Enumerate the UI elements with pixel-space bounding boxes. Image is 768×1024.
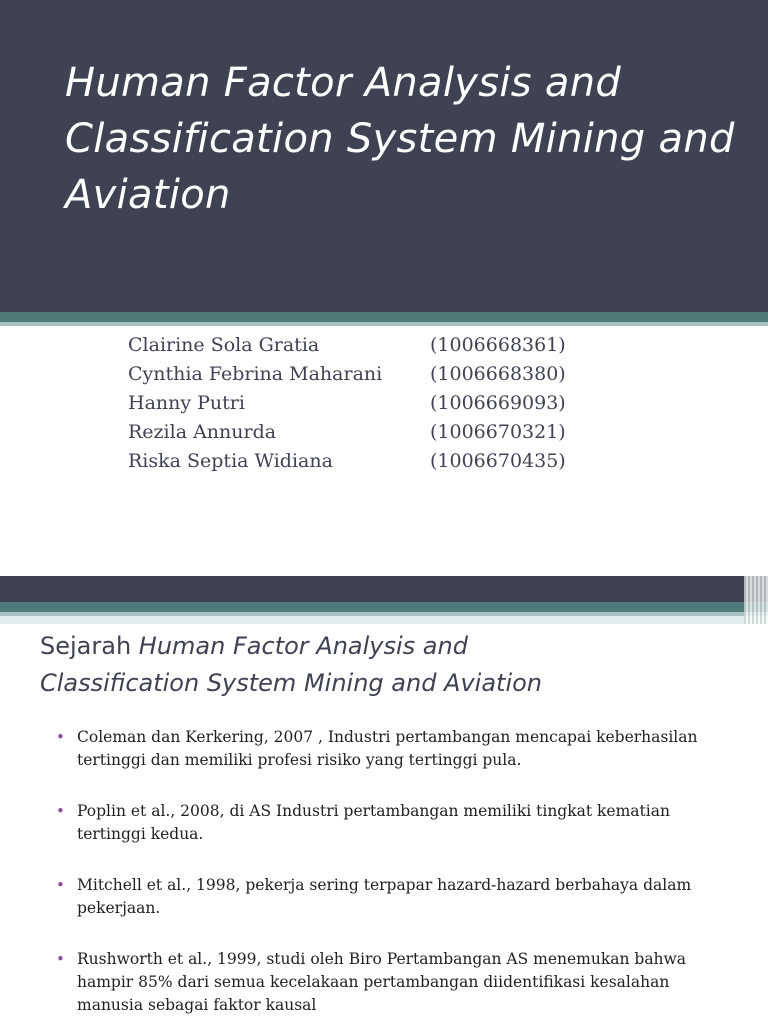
list-item [56,800,736,846]
bullet-icon: • [56,950,65,968]
heading-italic-line1: Human Factor Analysis and [138,632,468,660]
author-row [128,330,648,359]
author-row [128,388,648,417]
corner-pattern-decoration [744,576,768,624]
author-name: Riska Septia Widiana [128,449,333,472]
list-item [56,874,736,920]
author-row [128,359,648,388]
bullet-text: Rushworth et al., 1999, studi oleh Biro Pertambangan AS menemukan bahwa hampir 85% dari semua kecelakaan pertambangan diidentifikasi kesalahan manusia sebagai faktor kausal [77,950,687,1014]
slide-stripe-teal [0,602,768,612]
author-student-id: (1006670435) [430,449,566,472]
author-name: Rezila Annurda [128,420,277,443]
presentation-title: Human Factor Analysis and Classification System Mining and Aviation [65,60,735,218]
author-student-id: (1006668380) [430,362,566,385]
author-name: Clairine Sola Gratia [128,333,320,356]
slide-top-band [0,576,768,602]
slide-stripe-pale [0,616,768,624]
list-item [56,726,736,772]
bullet-icon: • [56,876,65,894]
header-stripe-light [0,322,768,326]
heading-prefix: Sejarah [40,632,139,660]
bullet-icon: • [56,728,65,746]
author-student-id: (1006668361) [430,333,566,356]
list-item [56,948,736,1017]
heading-italic-line2: Classification System Mining and Aviation [40,669,543,697]
bullet-icon: • [56,802,65,820]
title-header-band [0,0,768,312]
bullet-list [56,726,736,1024]
author-row [128,417,648,446]
author-student-id: (1006669093) [430,391,566,414]
author-list [128,330,648,475]
author-row [128,446,648,475]
bullet-text: Poplin et al., 2008, di AS Industri pertambangan memiliki tingkat kematian tertinggi kedua. [77,802,670,843]
author-name: Hanny Putri [128,391,245,414]
bullet-text: Coleman dan Kerkering, 2007 , Industri pertambangan mencapai keberhasilan tertinggi dan memiliki profesi risiko yang tertinggi pula. [77,728,698,769]
author-student-id: (1006670321) [430,420,566,443]
bullet-text: Mitchell et al., 1998, pekerja sering terpapar hazard-hazard berbahaya dalam pekerjaan. [77,876,692,917]
author-name: Cynthia Febrina Maharani [128,362,383,385]
slide-heading [40,628,740,702]
history-slide [0,576,768,1024]
header-stripe-teal [0,312,768,322]
